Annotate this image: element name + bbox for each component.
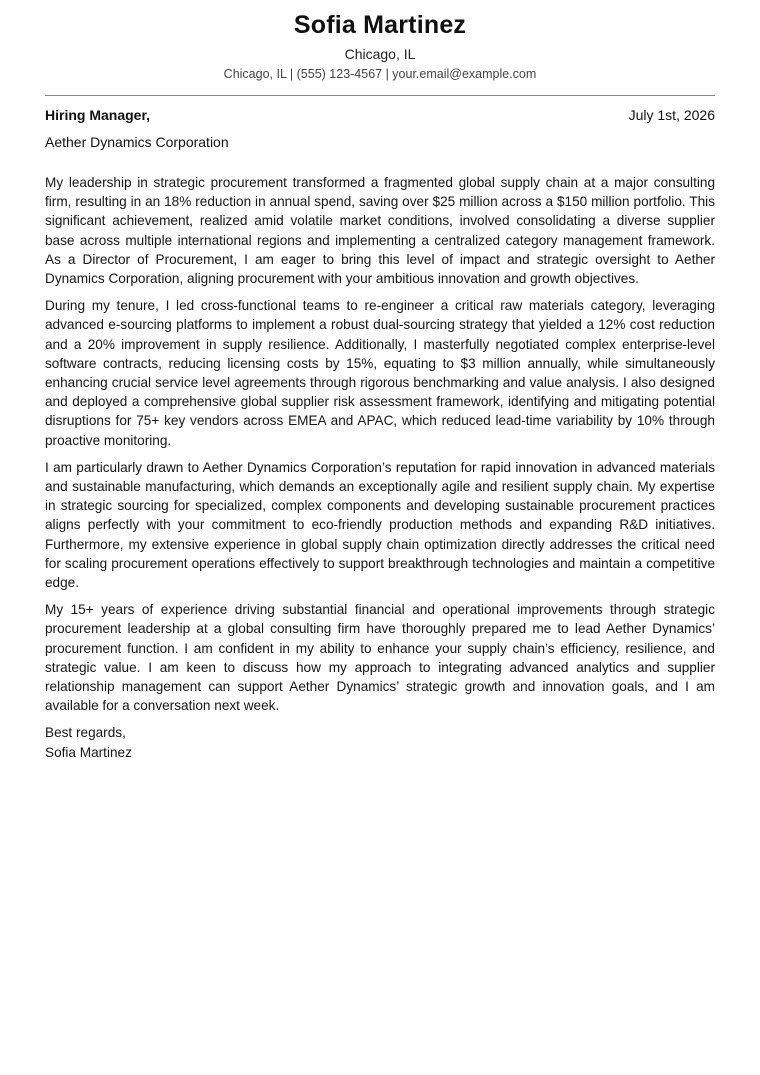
cover-letter-page [45, 0, 715, 762]
applicant-location: Chicago, IL [344, 46, 416, 62]
letter-closing [45, 723, 715, 761]
recipient-row [45, 106, 715, 124]
body-paragraph: I am particularly drawn to Aether Dynamics Corporation’s reputation for rapid innovation in advanced materials and sustainable manufacturing, which demands an exceptionally agile and resilient supply chain. My expertise in strategic sourcing for specialized, complex components and developing sustainable procurement practices aligns perfectly with your commitment to eco-friendly production methods and expanding R&D initiatives. Furthermore, my extensive experience in global supply chain optimization directly addresses the critical need for scaling procurement operations effectively to support breakthrough technologies and maintain a competitive edge. [45, 459, 715, 591]
body-paragraph: During my tenure, I led cross-functional teams to re-engineer a critical raw materials category, leveraging advanced e-sourcing platforms to implement a robust dual-sourcing strategy that yielded a 12% cost reduction and a 20% improvement in supply resilience. Additionally, I masterfully negotiated complex enterprise-level software contracts, reducing licensing costs by 15%, equating to $3 million annually, while simultaneously enhancing crucial service level agreements through rigorous benchmarking and value analysis. I also designed and deployed a comprehensive global supplier risk assessment framework, identifying and mitigating potential disruptions for 75+ key vendors across EMEA and APAC, which reduced lead-time variability by 10% through proactive monitoring. [45, 298, 715, 448]
applicant-name: Sofia Martinez [293, 11, 467, 39]
closing-phrase: Best regards, [45, 725, 126, 741]
body-paragraph: My leadership in strategic procurement transformed a fragmented global supply chain at a major consulting firm, resulting in an 18% reduction in annual spend, saving over $25 million across a $150 million portfolio. This significant achievement, realized amid volatile market conditions, involved consolidating a diverse supplier base across multiple international regions and implementing a centralized category management framework. As a Director of Procurement, I am eager to bring this level of impact and strategic oversight to Aether Dynamics Corporation, aligning procurement with your ambitious innovation and growth objectives. [45, 175, 715, 287]
recipient-company: Aether Dynamics Corporation [45, 134, 229, 150]
body-paragraph: My 15+ years of experience driving substantial financial and operational improvements through strategic procurement leadership at a global consulting firm have thoroughly prepared me to lead Aether Dynamics’ procurement function. I am confident in my ability to enhance your supply chain’s efficiency, resilience, and strategic value. I am keen to discuss how my approach to integrating advanced analytics and supplier relationship management can support Aether Dynamics’ strategic growth and innovation goals, and I am available for a conversation next week. [45, 602, 715, 714]
signature-name: Sofia Martinez [45, 744, 132, 760]
letter-body [45, 173, 715, 715]
applicant-contact: Chicago, IL | (555) 123-4567 | your.email@example.com [223, 67, 537, 81]
header-divider [45, 95, 715, 96]
letter-date: July 1st, 2026 [628, 107, 715, 123]
salutation: Hiring Manager, [45, 107, 151, 123]
